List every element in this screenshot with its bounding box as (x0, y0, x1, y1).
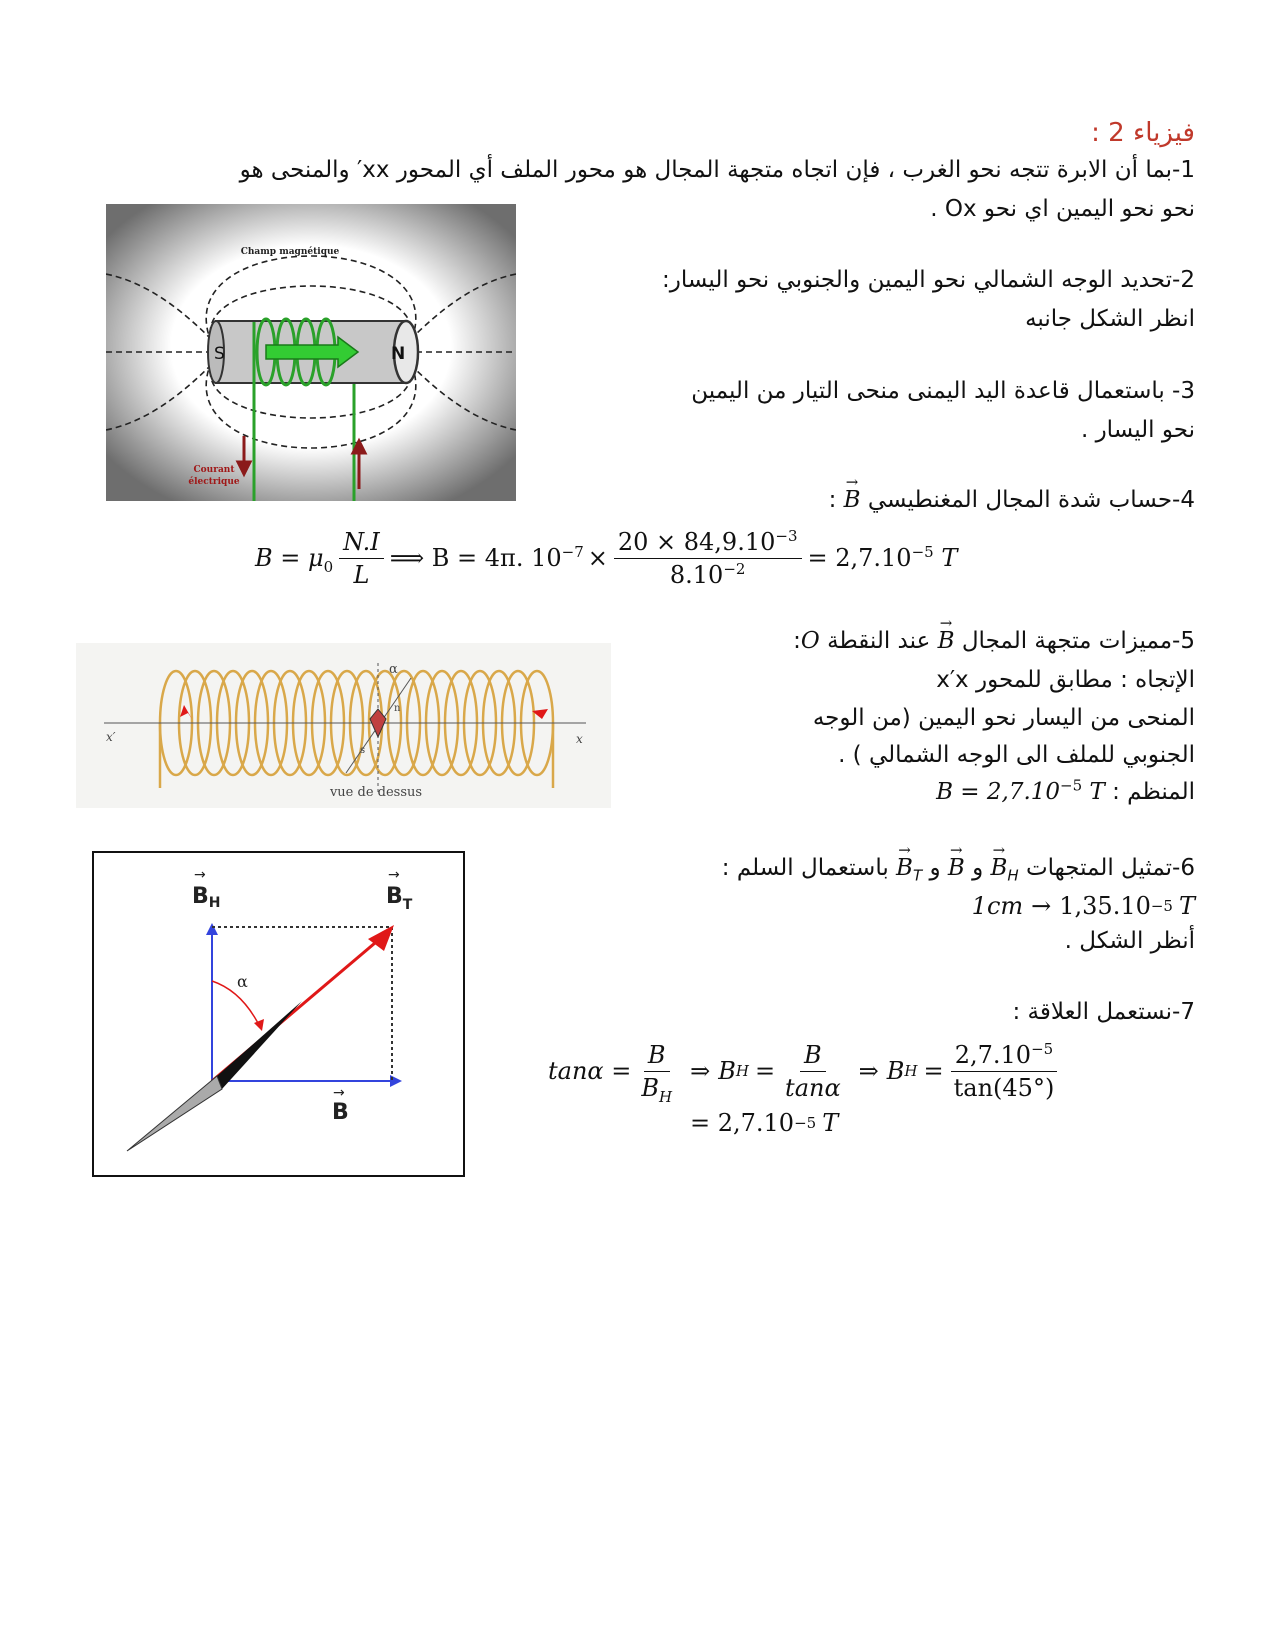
q7-bh-1-sub: H (735, 1062, 749, 1080)
label-alpha-vectors: α (237, 972, 248, 991)
label-bt-sub: T (402, 897, 413, 913)
q4-unit: T (941, 544, 958, 572)
label-x-prime: x′ (106, 730, 116, 744)
label-n-needle: n (394, 703, 401, 714)
q6-scale-unit: T (1178, 892, 1195, 920)
q7-frac1 (637, 1040, 676, 1106)
coil-top-view-diagram (76, 643, 611, 808)
q6-vec-bh: → B (991, 855, 1008, 883)
q4-frac2-den-exp: −2 (723, 559, 746, 578)
q7-bh-1: B (718, 1057, 736, 1085)
q7-frac3 (950, 1041, 1059, 1102)
q4-colon: : (828, 487, 837, 513)
q7-f2-num: B (804, 1040, 822, 1069)
q5-heading (793, 628, 1195, 656)
q4-heading (829, 487, 1195, 515)
svg-text:→: → (194, 867, 206, 883)
label-alpha-coil: α (389, 662, 398, 677)
q4-result-exp: −5 (911, 543, 934, 561)
q4-times: × (587, 544, 608, 572)
q6-vec-bt-sub: T (912, 866, 923, 885)
q5-norm-value: B = 2,7.10 (936, 779, 1061, 805)
q4-frac2-den: 8.10 (669, 560, 724, 589)
q7-eq-1: = (754, 1057, 776, 1085)
figure-coil-top-view (76, 643, 611, 808)
q5-sense-1: المنحى من اليسار نحو اليمين (من الوجه (812, 705, 1195, 731)
q6-heading-pre: 6-تمثيل المتجهات (1026, 855, 1195, 881)
q7-tan: tanα = (548, 1057, 632, 1085)
q2-line2: انظر الشكل جانبه (1025, 306, 1195, 332)
q7-f3-den: tan(45°) (953, 1073, 1055, 1102)
solenoid-field-diagram (106, 204, 516, 501)
figure-vectors (92, 851, 465, 1177)
q4-vec-b: → B (844, 487, 861, 515)
q6-vec-bt: → B (896, 855, 913, 883)
q5-norm-exp: −5 (1060, 776, 1083, 795)
q4-eq-lhs: B = μ (255, 544, 324, 572)
q1-line1: 1-بما أن الابرة تتجه نحو الغرب ، فإن اتجاه متجهة المجال هو محور الملف أي المحور xx′ والمنحى هو (239, 157, 1195, 183)
q4-heading-text: 4-حساب شدة المجال المغنطيسي (867, 487, 1195, 513)
q4-frac2-num: 20 × 84,9.10 (617, 527, 776, 556)
q5-vec-b: → B (938, 628, 955, 656)
q6-and-2: و (929, 855, 941, 881)
q7-equation (548, 1035, 1064, 1107)
label-s-needle: s (360, 745, 366, 756)
q5-point-o: O (800, 628, 820, 654)
label-x: x (576, 732, 583, 746)
label-bh-letter: B (192, 884, 209, 909)
q5-norm-unit: T (1089, 779, 1105, 805)
caption-vue-dessus: vue de dessus (329, 785, 423, 800)
q5-colon: : (793, 628, 801, 654)
q6-and-1: و (972, 855, 984, 881)
q4-frac2-num-exp: −3 (775, 526, 798, 545)
q2-line1: 2-تحديد الوجه الشمالي نحو اليمين والجنوبي نحو اليسار: (662, 267, 1195, 293)
q5-sense-2: الجنوبي للملف الى الوجه الشمالي ) . (838, 742, 1195, 768)
q6-vec-bh-sub: H (1007, 866, 1019, 885)
q3-line1: 3- باستعمال قاعدة اليد اليمنى منحى التيار من اليمين (691, 378, 1195, 404)
q6-heading-post: باستعمال السلم : (721, 855, 889, 881)
q4-equation (255, 522, 957, 594)
page-title: فيزياء 2 : (1091, 118, 1195, 148)
q5-direction: الإتجاه : مطابق للمحور x′x (936, 667, 1195, 693)
q3-line2: نحو اليسار . (1080, 417, 1195, 443)
label-bt-letter: B (386, 884, 403, 909)
q4-frac1-num: N.I (343, 527, 380, 556)
label-current-2: électrique (188, 477, 240, 487)
q6-scale: 1cm → 1,35.10 −5 T (971, 892, 1195, 920)
q6-scale-right: 1,35.10 (1059, 892, 1151, 920)
q7-f2-den: tanα (785, 1073, 841, 1102)
figure-solenoid-field (106, 204, 516, 501)
q7-f1-num: B (647, 1040, 666, 1069)
q4-eq-mid: ⟹ B = 4π. 10 (389, 544, 562, 572)
q7-eq-2: = (923, 1057, 944, 1085)
q6-scale-arrow: → (1031, 892, 1052, 920)
vectors-diagram (92, 851, 465, 1177)
q7-result-unit: T (822, 1109, 839, 1137)
q7-f1-den: B (641, 1073, 659, 1102)
q6-scale-left: 1cm (971, 892, 1024, 920)
q4-frac1-den: L (353, 560, 370, 589)
q7-heading: 7-نستعمل العلاقة : (1012, 999, 1195, 1025)
q7-frac2 (781, 1041, 845, 1102)
label-current-1: Courant (193, 465, 235, 475)
q1-line2: نحو نحو اليمين اي نحو Ox . (930, 196, 1195, 222)
label-s-pole: S (214, 344, 225, 364)
q5-heading-post: عند النقطة (827, 628, 931, 654)
q4-eq-lhs-sub: 0 (323, 557, 334, 576)
q7-arrow-2: ⇒ (858, 1057, 879, 1085)
label-bh-sub: H (208, 895, 221, 911)
q7-f3-num-exp: −5 (1031, 1039, 1054, 1058)
q6-heading (722, 855, 1195, 883)
label-n-pole: N (391, 344, 406, 364)
q5-norm-expr (936, 776, 1105, 805)
q4-frac1 (339, 528, 384, 589)
q7-bh-2: B (886, 1057, 905, 1085)
q7-f3-num: 2,7.10 (954, 1040, 1032, 1069)
svg-text:→: → (388, 867, 400, 883)
q7-arrow-1: ⇒ (690, 1057, 711, 1085)
svg-text:→: → (333, 1085, 345, 1101)
q6-see-figure: أنظر الشكل . (1064, 928, 1195, 954)
q6-vec-b: → B (948, 855, 965, 883)
q7-result-value: = 2,7.10 (690, 1109, 795, 1137)
q7-f1-den-sub: H (659, 1087, 673, 1106)
q7-result: = 2,7.10 −5 T (690, 1109, 839, 1137)
q5-norm-label: المنظم : (1112, 779, 1195, 805)
q5-heading-pre: 5-مميزات متجهة المجال (961, 628, 1195, 654)
q4-eq-mid-exp: −7 (561, 543, 584, 561)
q5-norm (936, 776, 1195, 807)
q4-frac2 (614, 528, 802, 589)
label-field: Champ magnétique (240, 247, 340, 257)
q4-result: = 2,7.10 (807, 544, 912, 572)
label-b: B (332, 1100, 349, 1125)
q7-bh-2-sub: H (904, 1062, 918, 1080)
